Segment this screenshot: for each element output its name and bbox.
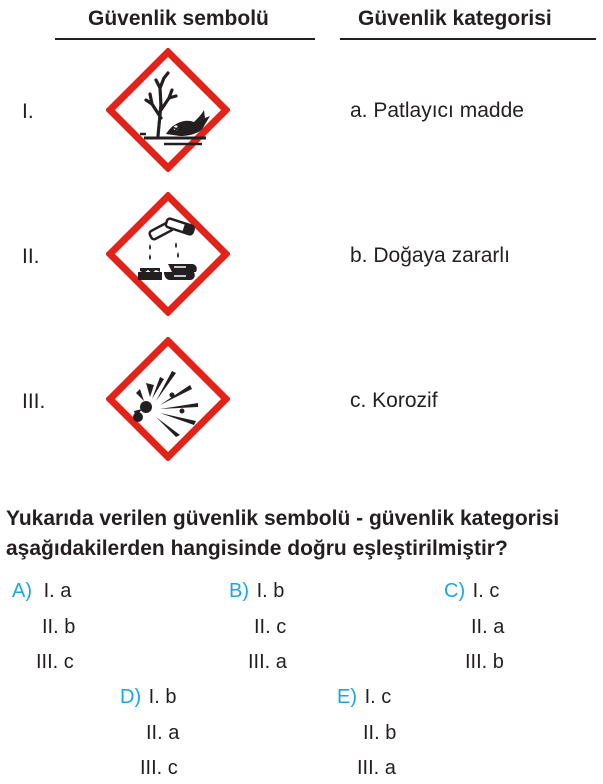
option-b-line-2: II. c: [254, 616, 287, 638]
symbol-header-rule: [55, 38, 315, 40]
category-c: c. Korozif: [350, 389, 438, 412]
option-e-line-3: III. a: [357, 757, 396, 779]
option-c-line-2: II. a: [471, 616, 505, 638]
option-c-line-3: III. b: [465, 651, 504, 673]
row-3-numeral: III.: [22, 390, 46, 413]
option-e-line-1: I. c: [364, 686, 392, 708]
option-a-line-2: II. b: [42, 616, 76, 638]
option-d[interactable]: [120, 686, 176, 709]
option-b-line-1: I. b: [256, 580, 285, 602]
category-column-header: Güvenlik kategorisi: [358, 7, 552, 30]
option-c-line-1: I. c: [472, 580, 500, 602]
option-a-line-3: III. c: [36, 651, 74, 673]
option-d-line-2: II. a: [146, 722, 180, 744]
question-text: [6, 504, 601, 564]
option-b-letter: B): [229, 580, 249, 602]
option-c-letter: C): [444, 580, 466, 602]
option-d-line-1: I. b: [148, 686, 177, 708]
option-e-line-2: II. b: [363, 722, 397, 744]
category-header-rule: [340, 38, 596, 40]
corrosive-icon: [106, 192, 230, 316]
option-b-line-3: III. a: [248, 651, 287, 673]
option-a[interactable]: [12, 580, 71, 603]
option-a-line-1: I. a: [43, 580, 72, 602]
option-a-letter: A): [12, 580, 32, 602]
row-2-numeral: II.: [22, 245, 40, 268]
category-b: b. Doğaya zararlı: [350, 244, 510, 267]
option-e[interactable]: [337, 686, 391, 709]
option-e-letter: E): [337, 686, 357, 708]
symbol-column-header: Güvenlik sembolü: [88, 7, 269, 30]
question-line-2: aşağıdakilerden hangisinde doğru eşleştirilmiştir?: [6, 537, 508, 560]
option-d-letter: D): [120, 686, 142, 708]
option-b[interactable]: [229, 580, 284, 603]
explosive-icon: [106, 337, 230, 461]
category-a: a. Patlayıcı madde: [350, 99, 524, 122]
option-d-line-3: III. c: [140, 757, 178, 779]
option-c[interactable]: [444, 580, 499, 603]
row-1-numeral: I.: [22, 100, 34, 123]
environment-hazard-icon: [106, 48, 230, 172]
question-line-1: Yukarıda verilen güvenlik sembolü - güvenlik kategorisi: [6, 507, 560, 530]
